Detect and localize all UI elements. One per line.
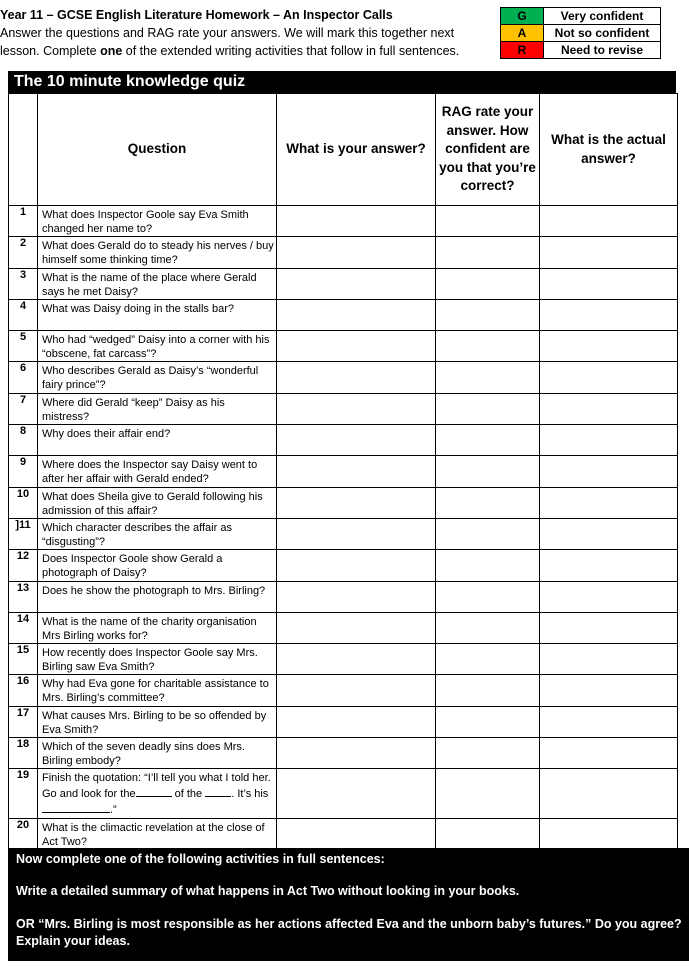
question-row-11 — [9, 518, 678, 549]
actual-answer-cell[interactable] — [540, 268, 678, 299]
rag-cell[interactable] — [436, 644, 540, 675]
rag-cell[interactable] — [436, 331, 540, 362]
question-text: Which character describes the affair as “disgusting”? — [38, 518, 277, 549]
answer-cell[interactable] — [277, 769, 436, 819]
rag-label-amber: Not so confident — [544, 25, 661, 42]
quiz-title: The 10 minute knowledge quiz — [8, 71, 676, 93]
rag-key-row-red — [501, 42, 661, 59]
question-number: 8 — [9, 425, 38, 456]
actual-answer-cell[interactable] — [540, 612, 678, 643]
actual-answer-cell[interactable] — [540, 362, 678, 393]
instructions-line-2: lesson. Complete one of the extended writing activities that follow in full sentences. — [0, 44, 460, 58]
question-text: How recently does Inspector Goole say Mrs. Birling saw Eva Smith? — [38, 644, 277, 675]
rag-cell[interactable] — [436, 738, 540, 769]
question-text: Finish the quotation: “I’ll tell you what I told her. Go and look for the of the . It’s his .” — [38, 769, 277, 819]
question-text: Which of the seven deadly sins does Mrs. Birling embody? — [38, 738, 277, 769]
question-row-14 — [9, 612, 678, 643]
actual-answer-cell[interactable] — [540, 331, 678, 362]
quote-blank — [136, 786, 172, 797]
question-number: 3 — [9, 268, 38, 299]
question-row-9 — [9, 456, 678, 487]
question-text: Where did Gerald “keep” Daisy as his mistress? — [38, 393, 277, 424]
rag-label-red: Need to revise — [544, 42, 661, 59]
actual-answer-cell[interactable] — [540, 299, 678, 330]
num-header — [9, 94, 38, 206]
homework-title: Year 11 – GCSE English Literature Homework – An Inspector Calls — [0, 8, 393, 22]
question-text: What does Sheila give to Gerald following his admission of this affair? — [38, 487, 277, 518]
answer-cell[interactable] — [277, 612, 436, 643]
actual-answer-cell[interactable] — [540, 706, 678, 737]
question-row-16 — [9, 675, 678, 706]
rag-cell[interactable] — [436, 550, 540, 581]
extended-writing-panel — [8, 848, 689, 961]
rag-rate-header: RAG rate your answer. How confident are you that you’re correct? — [436, 94, 540, 206]
question-row-7 — [9, 393, 678, 424]
rag-cell[interactable] — [436, 487, 540, 518]
actual-answer-cell[interactable] — [540, 237, 678, 268]
actual-answer-cell[interactable] — [540, 581, 678, 612]
question-number: 19 — [9, 769, 38, 819]
question-number: 6 — [9, 362, 38, 393]
question-text: Where does the Inspector say Daisy went to after her affair with Gerald ended? — [38, 456, 277, 487]
question-text: Does he show the photograph to Mrs. Birling? — [38, 581, 277, 612]
question-text: Who had “wedged” Daisy into a corner with his “obscene, fat carcass”? — [38, 331, 277, 362]
question-text: What does Inspector Goole say Eva Smith changed her name to? — [38, 206, 277, 237]
answer-cell[interactable] — [277, 819, 436, 850]
quote-blank — [42, 802, 110, 813]
question-number: 15 — [9, 644, 38, 675]
rag-cell[interactable] — [436, 769, 540, 819]
instructions-line-1: Answer the questions and RAG rate your answers. We will mark this together next — [0, 26, 455, 40]
question-row-15 — [9, 644, 678, 675]
activity-option-1: Write a detailed summary of what happens in Act Two without looking in your books. — [16, 884, 520, 898]
question-row-17 — [9, 706, 678, 737]
actual-answer-cell[interactable] — [540, 675, 678, 706]
question-row-6 — [9, 362, 678, 393]
answer-cell[interactable] — [277, 393, 436, 424]
answer-cell[interactable] — [277, 299, 436, 330]
answer-cell[interactable] — [277, 675, 436, 706]
question-row-2 — [9, 237, 678, 268]
question-row-5 — [9, 331, 678, 362]
answer-cell[interactable] — [277, 518, 436, 549]
question-number: 9 — [9, 456, 38, 487]
rag-cell[interactable] — [436, 706, 540, 737]
question-number: 16 — [9, 675, 38, 706]
answer-cell[interactable] — [277, 425, 436, 456]
question-row-19 — [9, 769, 678, 819]
rag-cell[interactable] — [436, 819, 540, 850]
question-text: Why does their affair end? — [38, 425, 277, 456]
question-number: 10 — [9, 487, 38, 518]
actual-answer-cell[interactable] — [540, 644, 678, 675]
question-text: Why had Eva gone for charitable assistance to Mrs. Birling’s committee? — [38, 675, 277, 706]
rag-cell[interactable] — [436, 581, 540, 612]
question-row-20 — [9, 819, 678, 850]
activities-intro: Now complete one of the following activities in full sentences: — [16, 852, 385, 866]
rag-key-row-amber — [501, 25, 661, 42]
rag-cell[interactable] — [436, 299, 540, 330]
rag-cell[interactable] — [436, 675, 540, 706]
actual-answer-cell[interactable] — [540, 819, 678, 850]
question-text: What was Daisy doing in the stalls bar? — [38, 299, 277, 330]
question-text: Who describes Gerald as Daisy’s “wonderful fairy prince”? — [38, 362, 277, 393]
quiz-table — [8, 93, 678, 851]
answer-cell[interactable] — [277, 581, 436, 612]
your-answer-header: What is your answer? — [277, 94, 436, 206]
actual-answer-header: What is the actual answer? — [540, 94, 678, 206]
question-number: 1 — [9, 206, 38, 237]
actual-answer-cell[interactable] — [540, 518, 678, 549]
question-header: Question — [38, 94, 277, 206]
activity-option-2: OR “Mrs. Birling is most responsible as her actions affected Eva and the unborn baby’s futures.” Do you agree? Explain your ideas. — [16, 917, 682, 948]
actual-answer-cell[interactable] — [540, 550, 678, 581]
answer-cell[interactable] — [277, 550, 436, 581]
answer-cell[interactable] — [277, 644, 436, 675]
actual-answer-cell[interactable] — [540, 206, 678, 237]
question-row-8 — [9, 425, 678, 456]
answer-cell[interactable] — [277, 706, 436, 737]
rag-letter-amber: A — [501, 25, 544, 42]
answer-cell[interactable] — [277, 237, 436, 268]
rag-cell[interactable] — [436, 425, 540, 456]
question-row-10 — [9, 487, 678, 518]
question-text: What does Gerald do to steady his nerves / buy himself some thinking time? — [38, 237, 277, 268]
actual-answer-cell[interactable] — [540, 456, 678, 487]
question-row-13 — [9, 581, 678, 612]
question-row-4 — [9, 299, 678, 330]
rag-letter-red: R — [501, 42, 544, 59]
question-row-18 — [9, 738, 678, 769]
question-text: What is the name of the place where Gerald says he met Daisy? — [38, 268, 277, 299]
actual-answer-cell[interactable] — [540, 393, 678, 424]
question-number: 4 — [9, 299, 38, 330]
rag-cell[interactable] — [436, 362, 540, 393]
answer-cell[interactable] — [277, 268, 436, 299]
question-row-1 — [9, 206, 678, 237]
question-number: 5 — [9, 331, 38, 362]
answer-cell[interactable] — [277, 487, 436, 518]
question-row-12 — [9, 550, 678, 581]
answer-cell[interactable] — [277, 331, 436, 362]
rag-cell[interactable] — [436, 206, 540, 237]
actual-answer-cell[interactable] — [540, 769, 678, 819]
rag-cell[interactable] — [436, 237, 540, 268]
question-number: 13 — [9, 581, 38, 612]
actual-answer-cell[interactable] — [540, 425, 678, 456]
answer-cell[interactable] — [277, 456, 436, 487]
rag-label-green: Very confident — [544, 8, 661, 25]
question-number: 20 — [9, 819, 38, 850]
quiz-body — [9, 206, 678, 851]
rag-letter-green: G — [501, 8, 544, 25]
answer-cell[interactable] — [277, 206, 436, 237]
rag-cell[interactable] — [436, 612, 540, 643]
rag-key-table — [500, 7, 661, 59]
rag-cell[interactable] — [436, 268, 540, 299]
question-number: 12 — [9, 550, 38, 581]
question-text: What is the climactic revelation at the close of Act Two? — [38, 819, 277, 850]
answer-cell[interactable] — [277, 362, 436, 393]
rag-key-row-green — [501, 8, 661, 25]
question-number: 17 — [9, 706, 38, 737]
question-number: 7 — [9, 393, 38, 424]
homework-header — [0, 6, 490, 60]
question-number: ]11 — [9, 518, 38, 549]
quiz-header-row — [9, 94, 678, 206]
quote-blank — [205, 786, 231, 797]
answer-cell[interactable] — [277, 738, 436, 769]
question-text: Does Inspector Goole show Gerald a photograph of Daisy? — [38, 550, 277, 581]
actual-answer-cell[interactable] — [540, 487, 678, 518]
rag-cell[interactable] — [436, 456, 540, 487]
question-text: What is the name of the charity organisation Mrs Birling works for? — [38, 612, 277, 643]
rag-cell[interactable] — [436, 393, 540, 424]
question-number: 2 — [9, 237, 38, 268]
question-number: 18 — [9, 738, 38, 769]
rag-cell[interactable] — [436, 518, 540, 549]
actual-answer-cell[interactable] — [540, 738, 678, 769]
question-number: 14 — [9, 612, 38, 643]
question-row-3 — [9, 268, 678, 299]
question-text: What causes Mrs. Birling to be so offended by Eva Smith? — [38, 706, 277, 737]
